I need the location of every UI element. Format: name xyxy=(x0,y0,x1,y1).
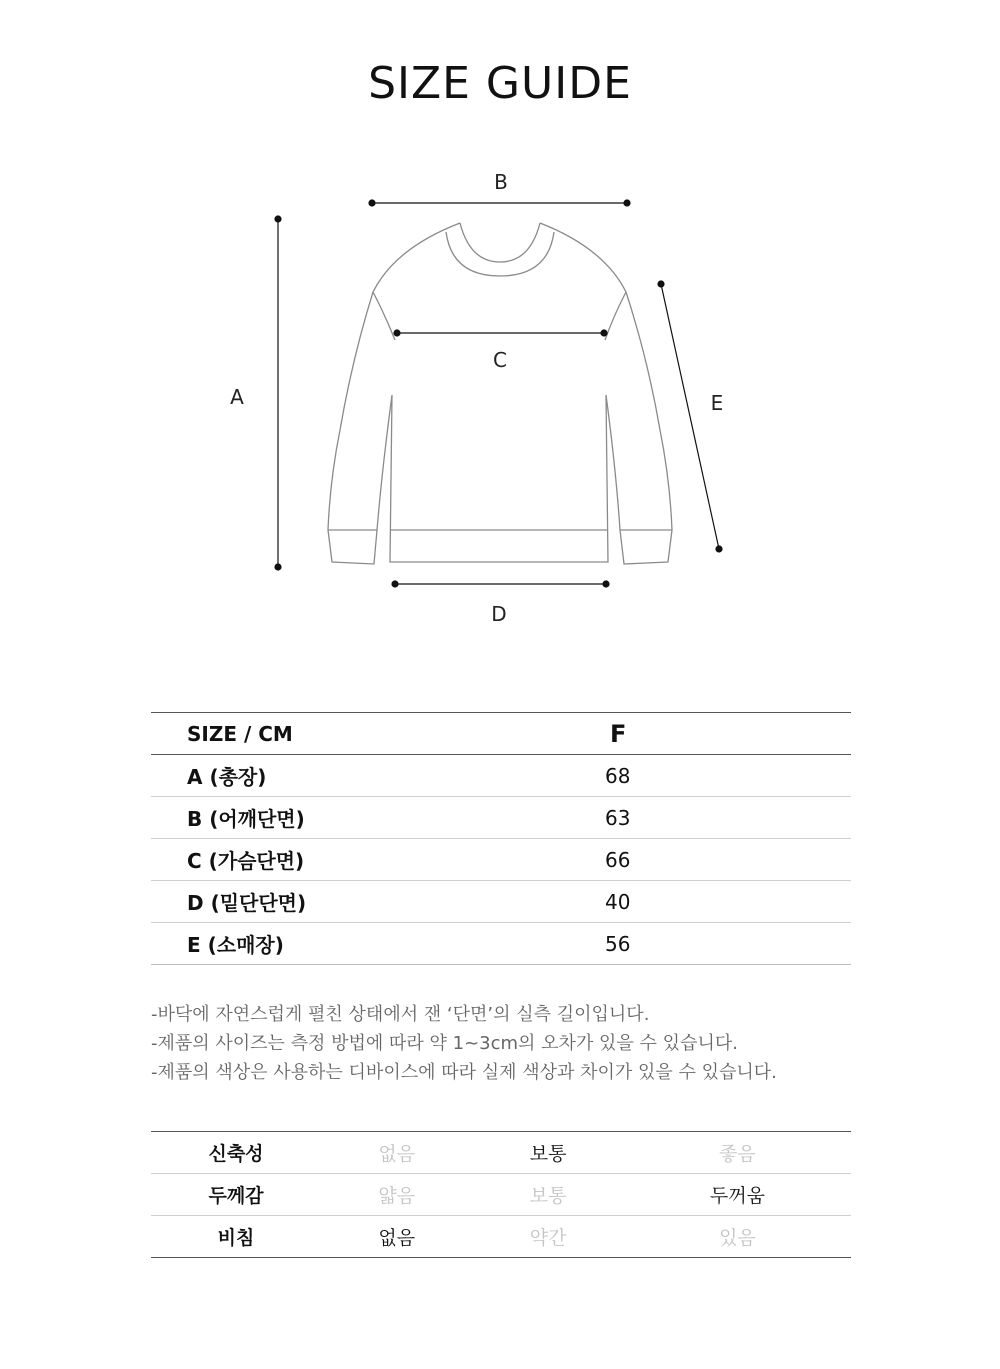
size-header-f: F xyxy=(497,713,851,755)
fit-option: 약간 xyxy=(472,1216,623,1258)
size-table-header xyxy=(151,713,851,755)
sweatshirt-outline xyxy=(328,223,672,564)
row-label: D (밑단단면) xyxy=(151,881,497,923)
page-title: SIZE GUIDE xyxy=(368,58,632,109)
fit-option-selected: 보통 xyxy=(472,1132,623,1174)
fit-row-thickness xyxy=(151,1174,851,1216)
table-row xyxy=(151,923,851,965)
fit-row-sheerness xyxy=(151,1216,851,1258)
size-table xyxy=(151,712,851,965)
note-line: -제품의 사이즈는 측정 방법에 따라 약 1~3cm의 오차가 있을 수 있습니다. xyxy=(151,1033,738,1054)
fit-option: 얇음 xyxy=(321,1174,472,1216)
fit-label: 신축성 xyxy=(151,1132,321,1174)
label-a: A xyxy=(230,385,244,409)
row-label: C (가슴단면) xyxy=(151,839,497,881)
row-label: A (총장) xyxy=(151,755,497,797)
fit-option: 보통 xyxy=(472,1174,623,1216)
fit-option-selected: 두꺼움 xyxy=(624,1174,851,1216)
row-value: 56 xyxy=(497,923,851,965)
measurement-notes xyxy=(151,1000,911,1087)
fit-option: 없음 xyxy=(321,1132,472,1174)
row-value: 66 xyxy=(497,839,851,881)
fit-option: 좋음 xyxy=(624,1132,851,1174)
table-row xyxy=(151,881,851,923)
fit-label: 비침 xyxy=(151,1216,321,1258)
table-row xyxy=(151,797,851,839)
note-line: -바닥에 자연스럽게 펼친 상태에서 잰 ‘단면’의 실측 길이입니다. xyxy=(151,1004,650,1025)
table-row xyxy=(151,839,851,881)
measurement-lines xyxy=(275,200,722,587)
size-header-label: SIZE / CM xyxy=(151,713,497,755)
label-d: D xyxy=(491,602,507,626)
label-e: E xyxy=(710,391,724,415)
fit-label: 두께감 xyxy=(151,1174,321,1216)
table-row xyxy=(151,755,851,797)
row-label: B (어깨단면) xyxy=(151,797,497,839)
row-value: 68 xyxy=(497,755,851,797)
label-b: B xyxy=(494,170,508,194)
fit-option-selected: 없음 xyxy=(321,1216,472,1258)
row-value: 63 xyxy=(497,797,851,839)
row-label: E (소매장) xyxy=(151,923,497,965)
label-c: C xyxy=(493,348,507,372)
note-line: -제품의 색상은 사용하는 디바이스에 따라 실제 색상과 차이가 있을 수 있습니다. xyxy=(151,1062,777,1083)
fit-table xyxy=(151,1131,851,1258)
fit-row-stretch xyxy=(151,1132,851,1174)
fit-option: 있음 xyxy=(624,1216,851,1258)
row-value: 40 xyxy=(497,881,851,923)
